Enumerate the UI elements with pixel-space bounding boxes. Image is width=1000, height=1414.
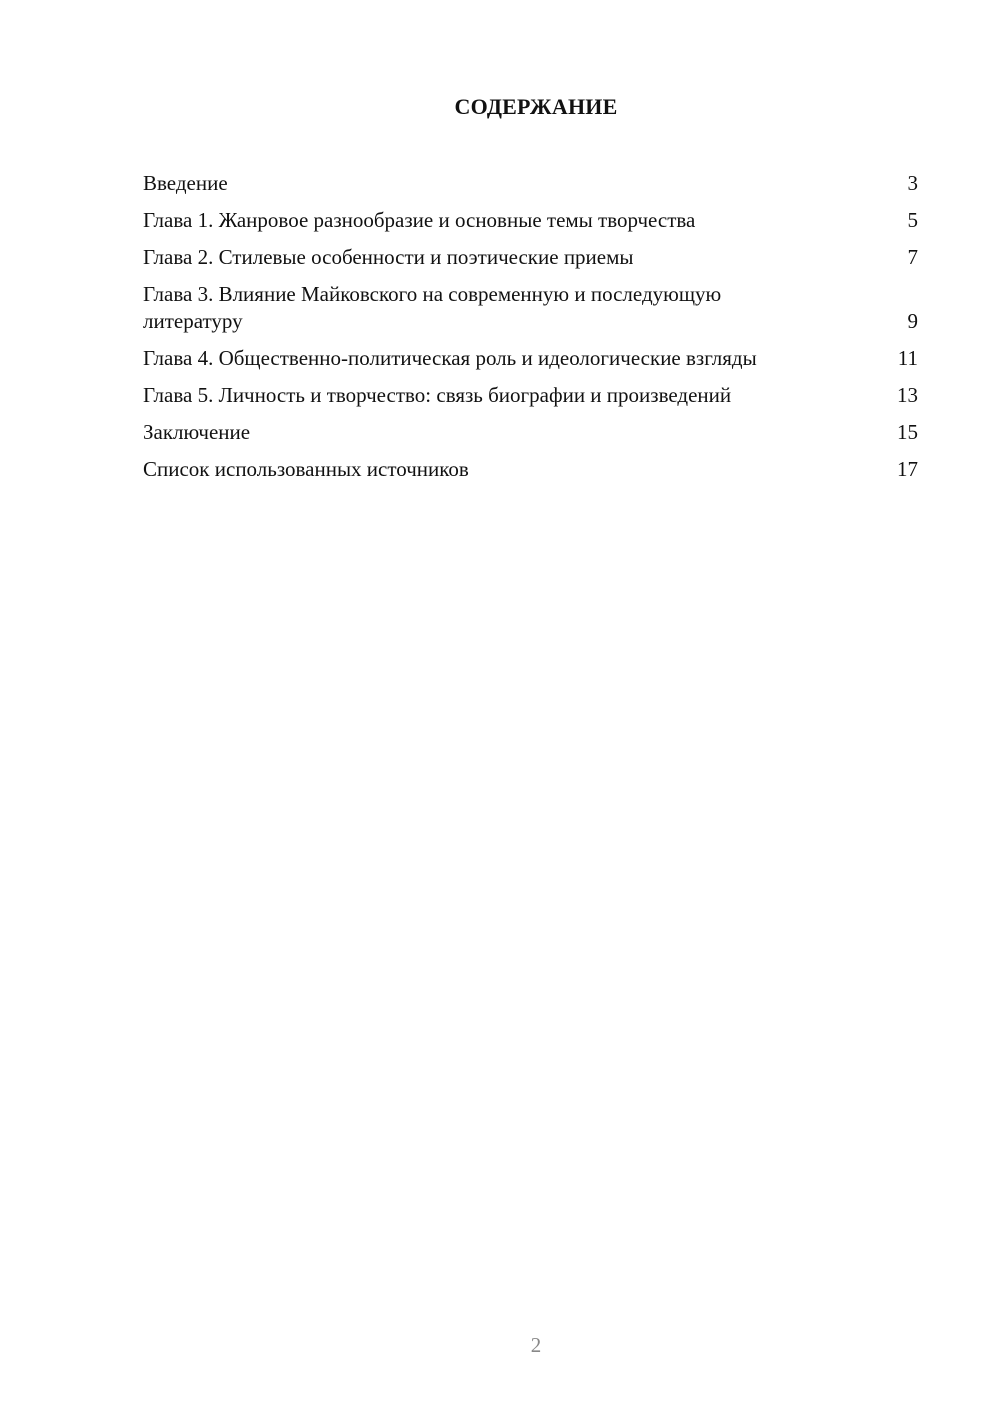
toc-entry-page: 7: [907, 245, 918, 269]
toc-entry-conclusion: [143, 419, 918, 446]
toc-entry-chapter-3: [143, 281, 918, 335]
page-title: СОДЕРЖАНИЕ: [454, 94, 618, 119]
toc-entry-label: Глава 4. Общественно-политическая роль и идеологические взгляды: [143, 346, 757, 370]
toc-entry-chapter-1: [143, 207, 918, 234]
toc-entry-page: 15: [897, 420, 918, 444]
table-of-contents: [143, 170, 918, 493]
toc-entry-chapter-5: [143, 382, 918, 409]
toc-entry-label: Глава 2. Стилевые особенности и поэтические приемы: [143, 245, 634, 269]
toc-entry-page: 13: [897, 383, 918, 407]
toc-entry-page: 3: [907, 171, 918, 195]
toc-entry-references: [143, 456, 918, 483]
toc-entry-label: Глава 1. Жанровое разнообразие и основные темы творчества: [143, 208, 696, 232]
toc-entry-label: Введение: [143, 171, 228, 195]
toc-entry-introduction: [143, 170, 918, 197]
toc-entry-page: 9: [907, 309, 918, 333]
toc-entry-label: Глава 5. Личность и творчество: связь биографии и произведений: [143, 383, 732, 407]
toc-entry-page: 11: [897, 346, 918, 370]
toc-entry-page: 17: [897, 457, 918, 481]
toc-entry-label: Заключение: [143, 420, 251, 444]
toc-entry-page: 5: [907, 208, 918, 232]
toc-entry-chapter-2: [143, 244, 918, 271]
toc-entry-label: Глава 3. Влияние Майковского на современную и последующую литературу: [143, 282, 722, 333]
page-number: 2: [530, 1333, 542, 1357]
toc-entry-chapter-4: [143, 345, 918, 372]
toc-entry-label: Список использованных источников: [143, 457, 469, 481]
